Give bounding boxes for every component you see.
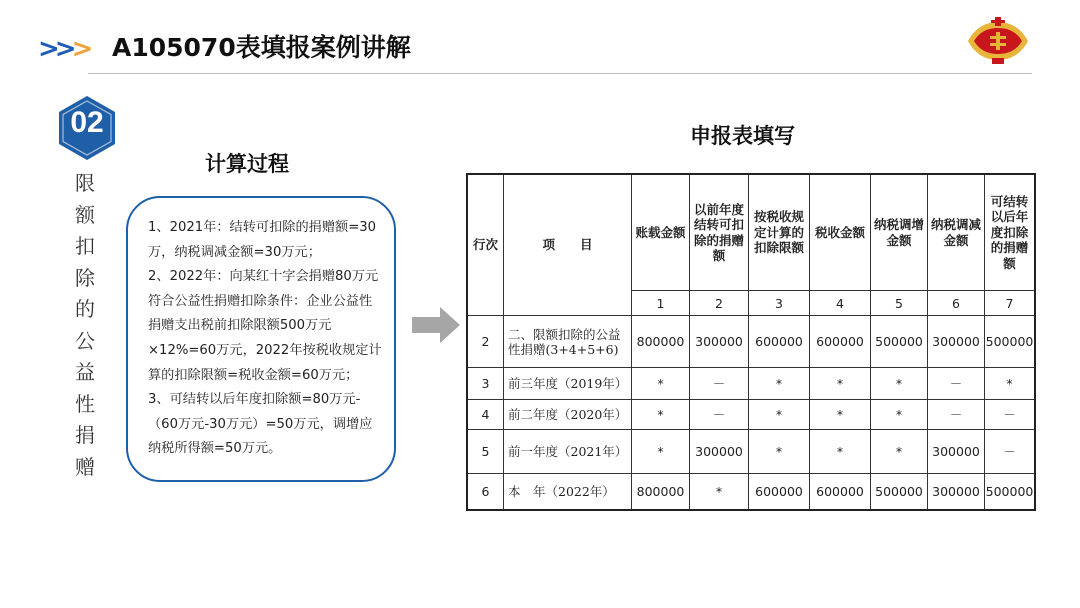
table-cell: － [928, 368, 985, 400]
explanation-step: 1、2021年：结转可扣除的捐赠额=30万，纳税调减金额=30万元； [148, 220, 377, 260]
table-cell: * [749, 400, 810, 430]
vertical-section-title [70, 168, 100, 483]
tax-form-table [467, 174, 1035, 510]
row-item-label: 前二年度（2020年） [504, 400, 632, 430]
table-cell: 600000 [749, 316, 810, 368]
row-item-label: 前三年度（2019年） [504, 368, 632, 400]
row-line-number: 3 [468, 368, 504, 400]
calculation-heading: 计算过程 [205, 151, 289, 176]
header-divider [88, 73, 1032, 74]
table-row [468, 430, 1035, 474]
table-cell: * [810, 400, 871, 430]
table-cell: － [985, 400, 1035, 430]
vertical-title-char: 捐 [75, 423, 95, 447]
table-cell: 600000 [810, 474, 871, 510]
table-cell: * [749, 368, 810, 400]
tax-emblem-icon [962, 14, 1034, 68]
column-number: 5 [871, 291, 928, 316]
table-cell: * [871, 368, 928, 400]
page-title: A105070表填报案例讲解 [112, 33, 411, 62]
form-heading: 申报表填写 [690, 123, 795, 148]
chevron-icon: > [38, 34, 58, 64]
table-row [468, 474, 1035, 510]
explanation-step: 3、可结转以后年度扣除额=80万元-（60万元-30万元）=50万元，调增应纳税所得额=50万元。 [148, 392, 373, 457]
table-cell: * [632, 430, 690, 474]
table-cell: * [871, 430, 928, 474]
row-item-label: 二、限额扣除的公益性捐赠(3+4+5+6) [504, 316, 632, 368]
table-header-cell: 税收金额 [810, 175, 871, 291]
row-line-number: 5 [468, 430, 504, 474]
table-header-cell: 账载金额 [632, 175, 690, 291]
chevron-icon: > [54, 34, 75, 64]
table-cell: － [690, 400, 749, 430]
vertical-title-char: 扣 [75, 234, 95, 258]
table-cell: － [690, 368, 749, 400]
table-cell: 600000 [749, 474, 810, 510]
vertical-title-char: 益 [75, 360, 95, 384]
table-row [468, 316, 1035, 368]
table-cell: 300000 [690, 316, 749, 368]
explanation-step: 2、2022年：向某红十字会捐赠80万元符合公益性捐赠扣除条件：企业公益性捐赠支出税前扣除限额500万元×12%=60万元，2022年按税收规定计算的扣除限额=税收金额=60万元； [148, 269, 382, 383]
vertical-title-char: 性 [75, 391, 95, 416]
chevron-icon: > [71, 34, 92, 64]
table-cell: * [632, 368, 690, 400]
column-number: 3 [749, 291, 810, 316]
vertical-title-char: 赠 [75, 454, 95, 479]
table-header-cell: 可结转以后年度扣除的捐赠额 [985, 175, 1035, 291]
table-header-cell: 纳税调增金额 [871, 175, 928, 291]
table-cell: 300000 [690, 430, 749, 474]
vertical-title-char: 除 [75, 265, 95, 290]
table-cell: － [928, 400, 985, 430]
row-line-number: 2 [468, 316, 504, 368]
table-header-cell: 以前年度结转可扣除的捐赠额 [690, 175, 749, 291]
table-cell: * [690, 474, 749, 510]
table-cell: － [985, 430, 1035, 474]
section-number: 02 [70, 106, 104, 139]
row-item-label: 前一年度（2021年） [504, 430, 632, 474]
table-header-cell: 按税收规定计算的扣除限额 [749, 175, 810, 291]
row-item-label: 本 年（2022年） [504, 474, 632, 510]
table-cell: 300000 [928, 316, 985, 368]
vertical-title-char: 额 [75, 202, 95, 227]
table-cell: 500000 [985, 316, 1035, 368]
table-cell: 500000 [871, 474, 928, 510]
table-header-cell: 行次 [468, 175, 504, 316]
column-number: 7 [985, 291, 1035, 316]
table-cell: * [810, 368, 871, 400]
vertical-title-char: 限 [75, 171, 95, 195]
table-row [468, 400, 1035, 430]
table-row [468, 368, 1035, 400]
table-cell: * [632, 400, 690, 430]
table-header-cell: 纳税调减金额 [928, 175, 985, 291]
column-number: 6 [928, 291, 985, 316]
table-cell: * [871, 400, 928, 430]
table-cell: 500000 [871, 316, 928, 368]
vertical-title-char: 的 [75, 297, 95, 321]
table-cell: 300000 [928, 430, 985, 474]
column-number: 1 [632, 291, 690, 316]
table-header-row [468, 175, 1035, 291]
table-cell: 800000 [632, 474, 690, 510]
table-cell: * [810, 430, 871, 474]
row-line-number: 4 [468, 400, 504, 430]
vertical-title-char: 公 [75, 328, 95, 353]
table-cell: 800000 [632, 316, 690, 368]
row-line-number: 6 [468, 474, 504, 510]
table-cell: 500000 [985, 474, 1035, 510]
explanation-text [148, 216, 382, 462]
chevron-icons [38, 34, 92, 64]
column-number: 4 [810, 291, 871, 316]
table-cell: * [985, 368, 1035, 400]
table-cell: 300000 [928, 474, 985, 510]
right-arrow-icon [412, 307, 460, 343]
table-cell: * [749, 430, 810, 474]
table-cell: 600000 [810, 316, 871, 368]
column-number: 2 [690, 291, 749, 316]
table-header-cell: 项 目 [504, 175, 632, 316]
